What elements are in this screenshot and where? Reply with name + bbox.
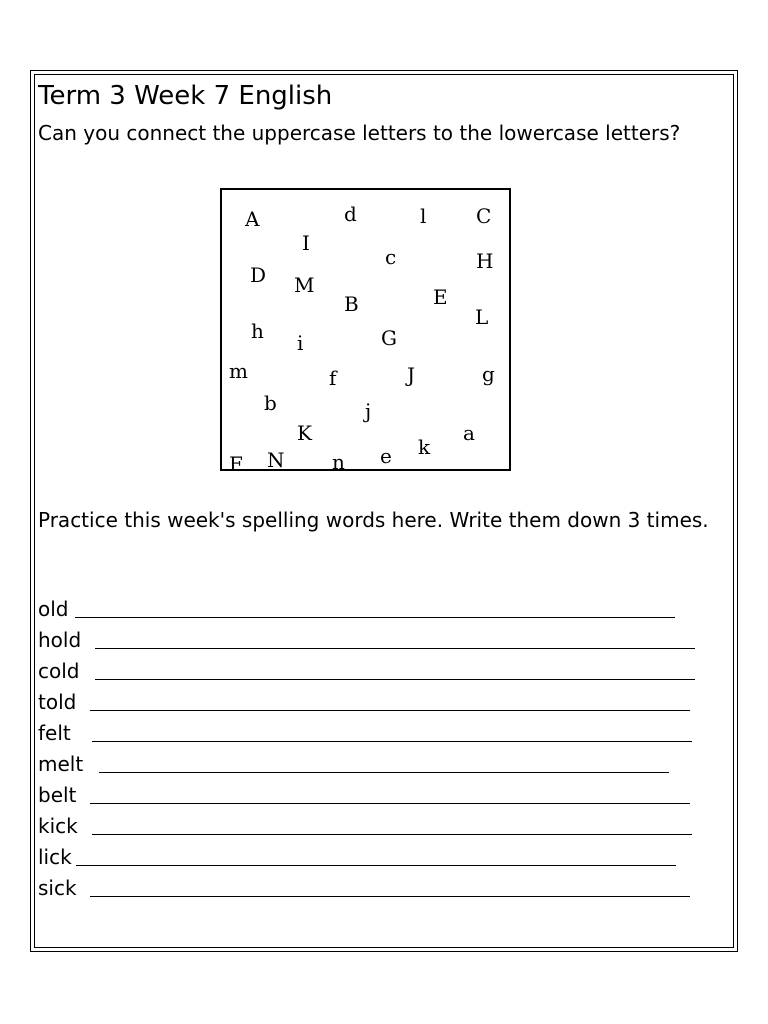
letter-l: l <box>420 204 427 228</box>
letter-j: j <box>365 399 372 423</box>
letter-M: M <box>294 273 315 297</box>
letter-b: b <box>264 391 277 415</box>
letter-n: n <box>332 450 345 474</box>
spelling-word: sick <box>38 876 77 900</box>
writing-line[interactable] <box>95 648 695 649</box>
letter-h: h <box>251 319 264 343</box>
letter-matching-box <box>220 188 511 476</box>
spelling-word: melt <box>38 752 84 776</box>
spelling-row <box>38 594 678 622</box>
letter-f: f <box>329 366 337 390</box>
writing-line[interactable] <box>95 679 695 680</box>
spelling-row <box>38 625 698 653</box>
spelling-word: kick <box>38 814 78 838</box>
writing-line[interactable] <box>76 865 676 866</box>
writing-line[interactable] <box>92 834 692 835</box>
letter-e: e <box>380 444 392 468</box>
spelling-instructions: Practice this week's spelling words here. Write them down 3 times. <box>38 508 709 532</box>
spelling-word: belt <box>38 783 77 807</box>
letter-F: F <box>229 452 243 476</box>
spelling-row <box>38 811 695 839</box>
writing-line[interactable] <box>99 772 669 773</box>
letter-N: N <box>267 448 285 472</box>
letter-J: J <box>407 363 416 387</box>
writing-line[interactable] <box>90 896 690 897</box>
spelling-row <box>38 718 695 746</box>
letter-D: D <box>250 263 267 287</box>
letter-L: L <box>475 305 489 329</box>
writing-line[interactable] <box>90 803 690 804</box>
letter-K: K <box>297 421 312 445</box>
page-title: Term 3 Week 7 English <box>38 81 333 111</box>
letter-a: a <box>463 421 475 445</box>
spelling-word: hold <box>38 628 82 652</box>
spelling-word: told <box>38 690 77 714</box>
letter-A: A <box>245 207 260 231</box>
spelling-word: old <box>38 597 69 621</box>
letter-c: c <box>385 245 397 269</box>
spelling-row <box>38 749 672 777</box>
spelling-row <box>38 873 693 901</box>
spelling-row <box>38 842 679 870</box>
letter-g: g <box>482 362 495 386</box>
letter-C: C <box>476 204 492 228</box>
letter-k: k <box>418 435 431 459</box>
letter-E: E <box>433 285 448 309</box>
letter-G: G <box>381 326 397 350</box>
matching-instructions: Can you connect the uppercase letters to the lowercase letters? <box>38 121 681 145</box>
spelling-word: lick <box>38 845 72 869</box>
spelling-row <box>38 687 693 715</box>
letter-d: d <box>344 202 357 226</box>
letter-I: I <box>302 231 310 255</box>
writing-line[interactable] <box>92 741 692 742</box>
writing-line[interactable] <box>90 710 690 711</box>
letter-H: H <box>476 249 494 273</box>
spelling-row <box>38 780 693 808</box>
spelling-word: felt <box>38 721 71 745</box>
letter-B: B <box>344 292 359 316</box>
letter-i: i <box>297 331 304 355</box>
writing-line[interactable] <box>75 617 675 618</box>
spelling-row <box>38 656 698 684</box>
letter-m: m <box>229 359 248 383</box>
spelling-word: cold <box>38 659 80 683</box>
